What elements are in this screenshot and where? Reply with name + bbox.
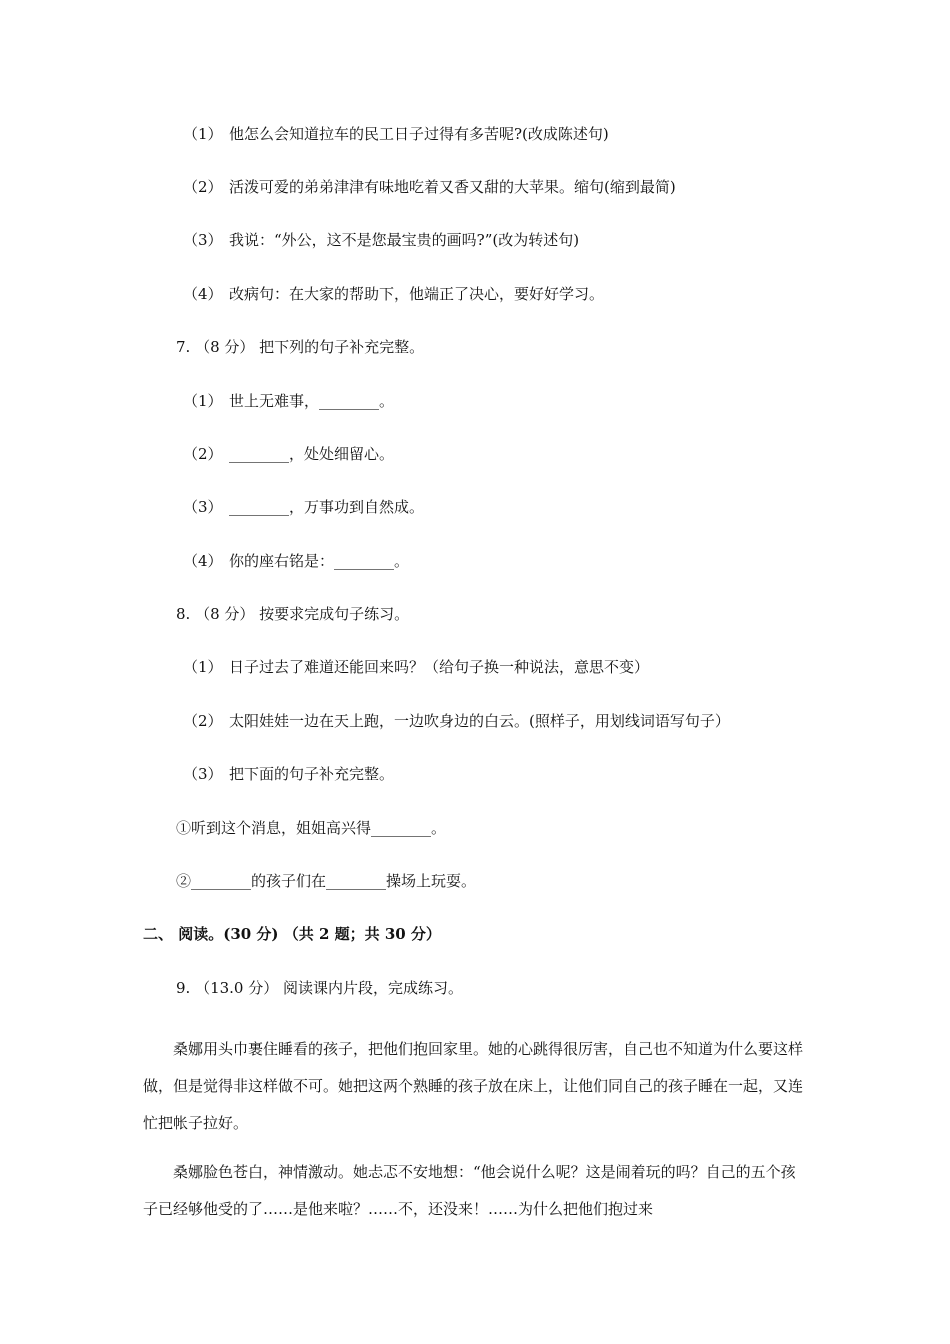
- item-text: 改病句：在大家的帮助下，他端正了决心，要好好学习。: [229, 285, 605, 303]
- item-text: ________，处处细留心。: [229, 445, 395, 463]
- item-text: 世上无难事，________。: [229, 392, 395, 410]
- item-text: 我说：“外公，这不是您最宝贵的画吗?”(改为转述句): [229, 231, 580, 249]
- q8-subitem-2: ②________的孩子们在________操场上玩耍。: [176, 872, 477, 890]
- item-number: （1）: [183, 392, 223, 410]
- item-number: （3）: [183, 765, 223, 783]
- item-text: 活泼可爱的弟弟津津有味地吃着又香又甜的大苹果。缩句(缩到最简): [229, 178, 676, 196]
- item-text: ________，万事功到自然成。: [229, 498, 425, 516]
- q7-item-1: [183, 391, 394, 411]
- item-number: （4）: [183, 285, 223, 303]
- item-text: 你的座右铭是：________。: [229, 552, 410, 570]
- reading-paragraph-1: 桑娜用头巾裹住睡看的孩子，把他们抱回家里。她的心跳得很厉害，自己也不知道为什么要这样做，但是觉得非这样做不可。她把这两个熟睡的孩子放在床上，让他们同自己的孩子睡在一起，又连忙把帐子拉好。: [143, 1040, 804, 1132]
- q7-title: 7. （8 分） 把下列的句子补充完整。: [176, 338, 425, 356]
- item-text: 日子过去了难道还能回来吗？（给句子换一种说法，意思不变）: [229, 658, 650, 676]
- q7-item-3: [183, 497, 424, 517]
- reading-paragraph-2: 桑娜脸色苍白，神情激动。她忐忑不安地想：“他会说什么呢？这是闹着玩的吗？自己的五个孩子已经够他受的了……是他来啦？……不，还没来！……为什么把他们抱过来: [143, 1163, 796, 1218]
- item-number: （2）: [183, 445, 223, 463]
- q8-item-1: [183, 657, 649, 677]
- q6-item-3: [183, 230, 579, 250]
- item-number: （3）: [183, 231, 223, 249]
- section-heading: 二、 阅读。(30 分) （共 2 题；共 30 分）: [143, 925, 441, 943]
- q6-item-1: [183, 124, 609, 144]
- item-number: （3）: [183, 498, 223, 516]
- q6-item-4: [183, 284, 604, 304]
- q7-item-2: [183, 444, 394, 464]
- item-number: （2）: [183, 178, 223, 196]
- item-text: 他怎么会知道拉车的民工日子过得有多苦呢?(改成陈述句): [229, 125, 609, 143]
- item-text: 太阳娃娃一边在天上跑，一边吹身边的白云。(照样子，用划线词语写句子）: [229, 712, 730, 730]
- q9-title: 9. （13.0 分） 阅读课内片段，完成练习。: [176, 979, 464, 997]
- item-number: （2）: [183, 712, 223, 730]
- item-number: （1）: [183, 125, 223, 143]
- q8-subitem-1: ①听到这个消息，姐姐高兴得________。: [176, 819, 447, 837]
- item-text: 把下面的句子补充完整。: [229, 765, 395, 783]
- q6-item-2: [183, 177, 676, 197]
- q8-item-2: [183, 711, 730, 731]
- item-number: （1）: [183, 658, 223, 676]
- q8-title: 8. （8 分） 按要求完成句子练习。: [176, 605, 410, 623]
- q8-item-3: [183, 764, 394, 784]
- item-number: （4）: [183, 552, 223, 570]
- q7-item-4: [183, 551, 409, 571]
